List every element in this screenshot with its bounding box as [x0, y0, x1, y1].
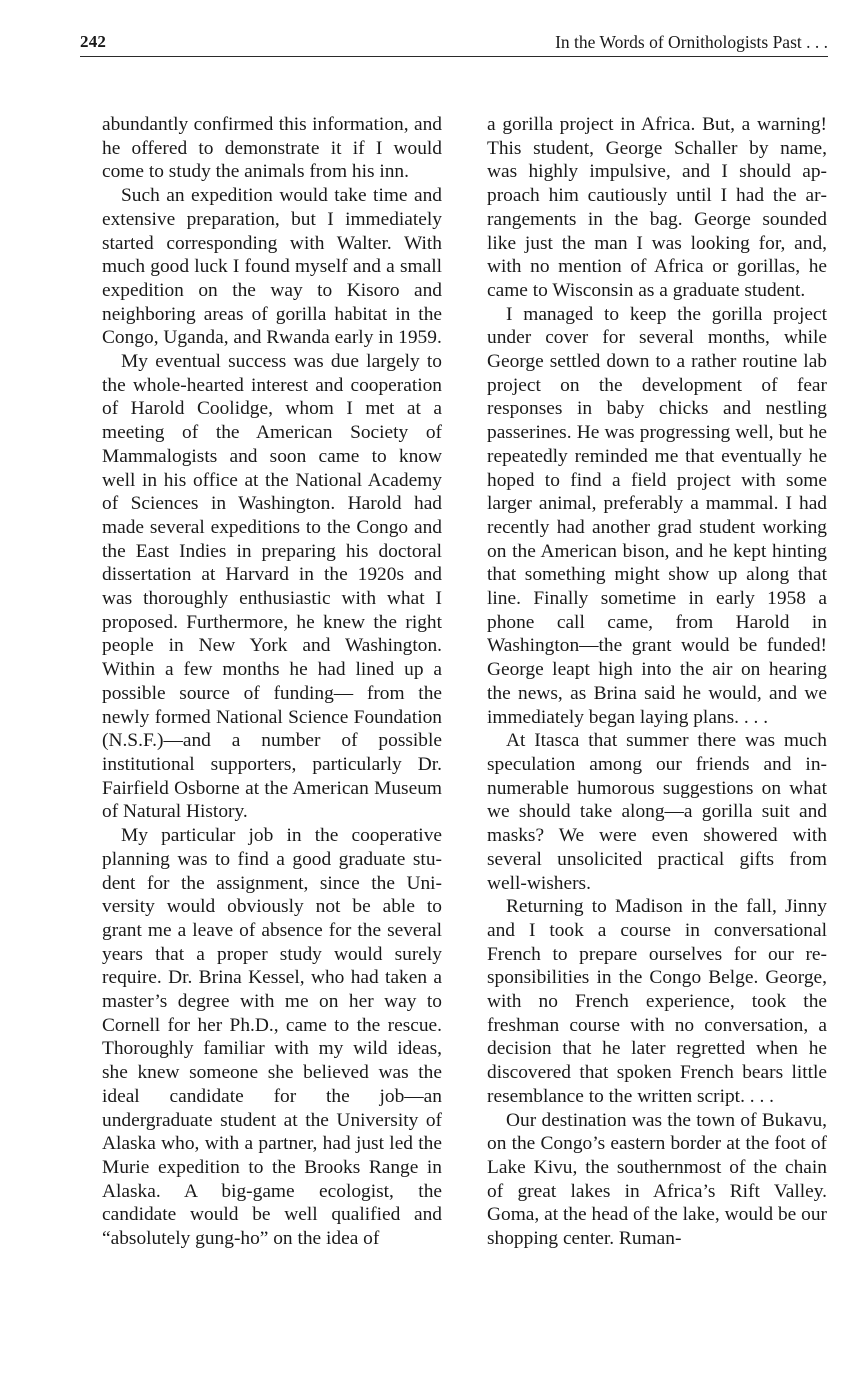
paragraph: At Itasca that summer there was much speculation among our friends and innumerable humorous suggestions on what we should take along—a gorilla suit and masks? We were even showered with several unsolicited practical gifts from well-wishers.: [487, 730, 827, 894]
paragraph: Such an expedition would take time and extensive preparation, but I immediately started corresponding with Walter. With much good luck I found myself and a small expedition on the way to Kisoro and neighboring areas of gorilla habitat in the Congo, Uganda, and Rwanda early in 1959.: [102, 185, 442, 349]
paragraph-continued: abundantly confirmed this information, and he offered to demonstrate it if I would come to study the animals from his inn.: [102, 114, 442, 183]
paragraph: Returning to Madison in the fall, Jinny and I took a course in conversational French to prepare ourselves for our responsibilities in the Congo Belge. George, with no French experience, took the freshman course with no conversation, a decision that he later regretted when he discovered that spoken French bears little resemblance to the written script. . . .: [487, 896, 827, 1107]
paragraph: Our destination was the town of Bukavu, on the Congo’s eastern border at the foot of Lake Kivu, the southernmost of the chain of great lakes in Africa’s Rift Valley. Goma, at the head of the lake, would be our shopping center. Ruman-: [487, 1109, 827, 1250]
page-number: 242: [80, 32, 107, 51]
right-text-column: [487, 113, 827, 1251]
running-header: [80, 30, 828, 57]
paragraph: I managed to keep the gorilla project under cover for several months, while George settled down to a rather routine lab project on the development of fear responses in baby chicks and nestling passerines. He was progressing well, but he repeatedly reminded me that eventually he hoped to find a field project with some larger animal, preferably a mammal. I had recently had another grad student working on the American bison, and he kept hinting that something might show up along that line. Finally sometime in early 1958 a phone call came, from Harold in Washington—the grant would be funded! George leapt high into the air on hearing the news, as Brina said he would, and we immediately began laying plans. . . .: [487, 303, 827, 728]
running-title: In the Words of Ornithologists Past . . .: [555, 32, 828, 52]
paragraph: My particular job in the cooperative planning was to find a good graduate student for the assignment, since the University would obviously not be able to grant me a leave of absence for the several years that a proper study would surely require. Dr. Brina Kessel, who had taken a master’s degree with me on her way to Cornell for her Ph.D., came to the rescue. Thoroughly familiar with my wild ideas, she knew someone she believed was the ideal candidate for the job—an undergraduate student at the University of Alaska who, with a partner, had just led the Murie expedition to the Brooks Range in Alaska. A big-game ecologist, the candidate would be well qualified and “absolutely gung-ho” on the idea of: [102, 825, 442, 1250]
left-text-column: [102, 113, 442, 1251]
paragraph-continued: a gorilla project in Africa. But, a warning! This student, George Schaller by name, was highly impulsive, and I should approach him cautiously until I had the arrangements in the bag. George sounded like just the man I was looking for, and, with no mention of Africa or gorillas, he came to Wisconsin as a graduate student.: [487, 114, 827, 301]
paragraph: My eventual success was due largely to the whole-hearted interest and cooperation of Harold Coolidge, whom I met at a meeting of the American Society of Mammalogists and soon came to know well in his office at the National Academy of Sciences in Washington. Harold had made several expeditions to the Congo and the East Indies in preparing his doctoral dissertation at Harvard in the 1920s and was thoroughly enthusiastic with what I proposed. Furthermore, he knew the right people in New York and Washington. Within a few months he had lined up a possible source of funding— from the newly formed National Science Foundation (N.S.F.)—and a number of possible institutional supporters, particularly Dr. Fairfield Osborne at the American Museum of Natural History.: [102, 351, 442, 823]
